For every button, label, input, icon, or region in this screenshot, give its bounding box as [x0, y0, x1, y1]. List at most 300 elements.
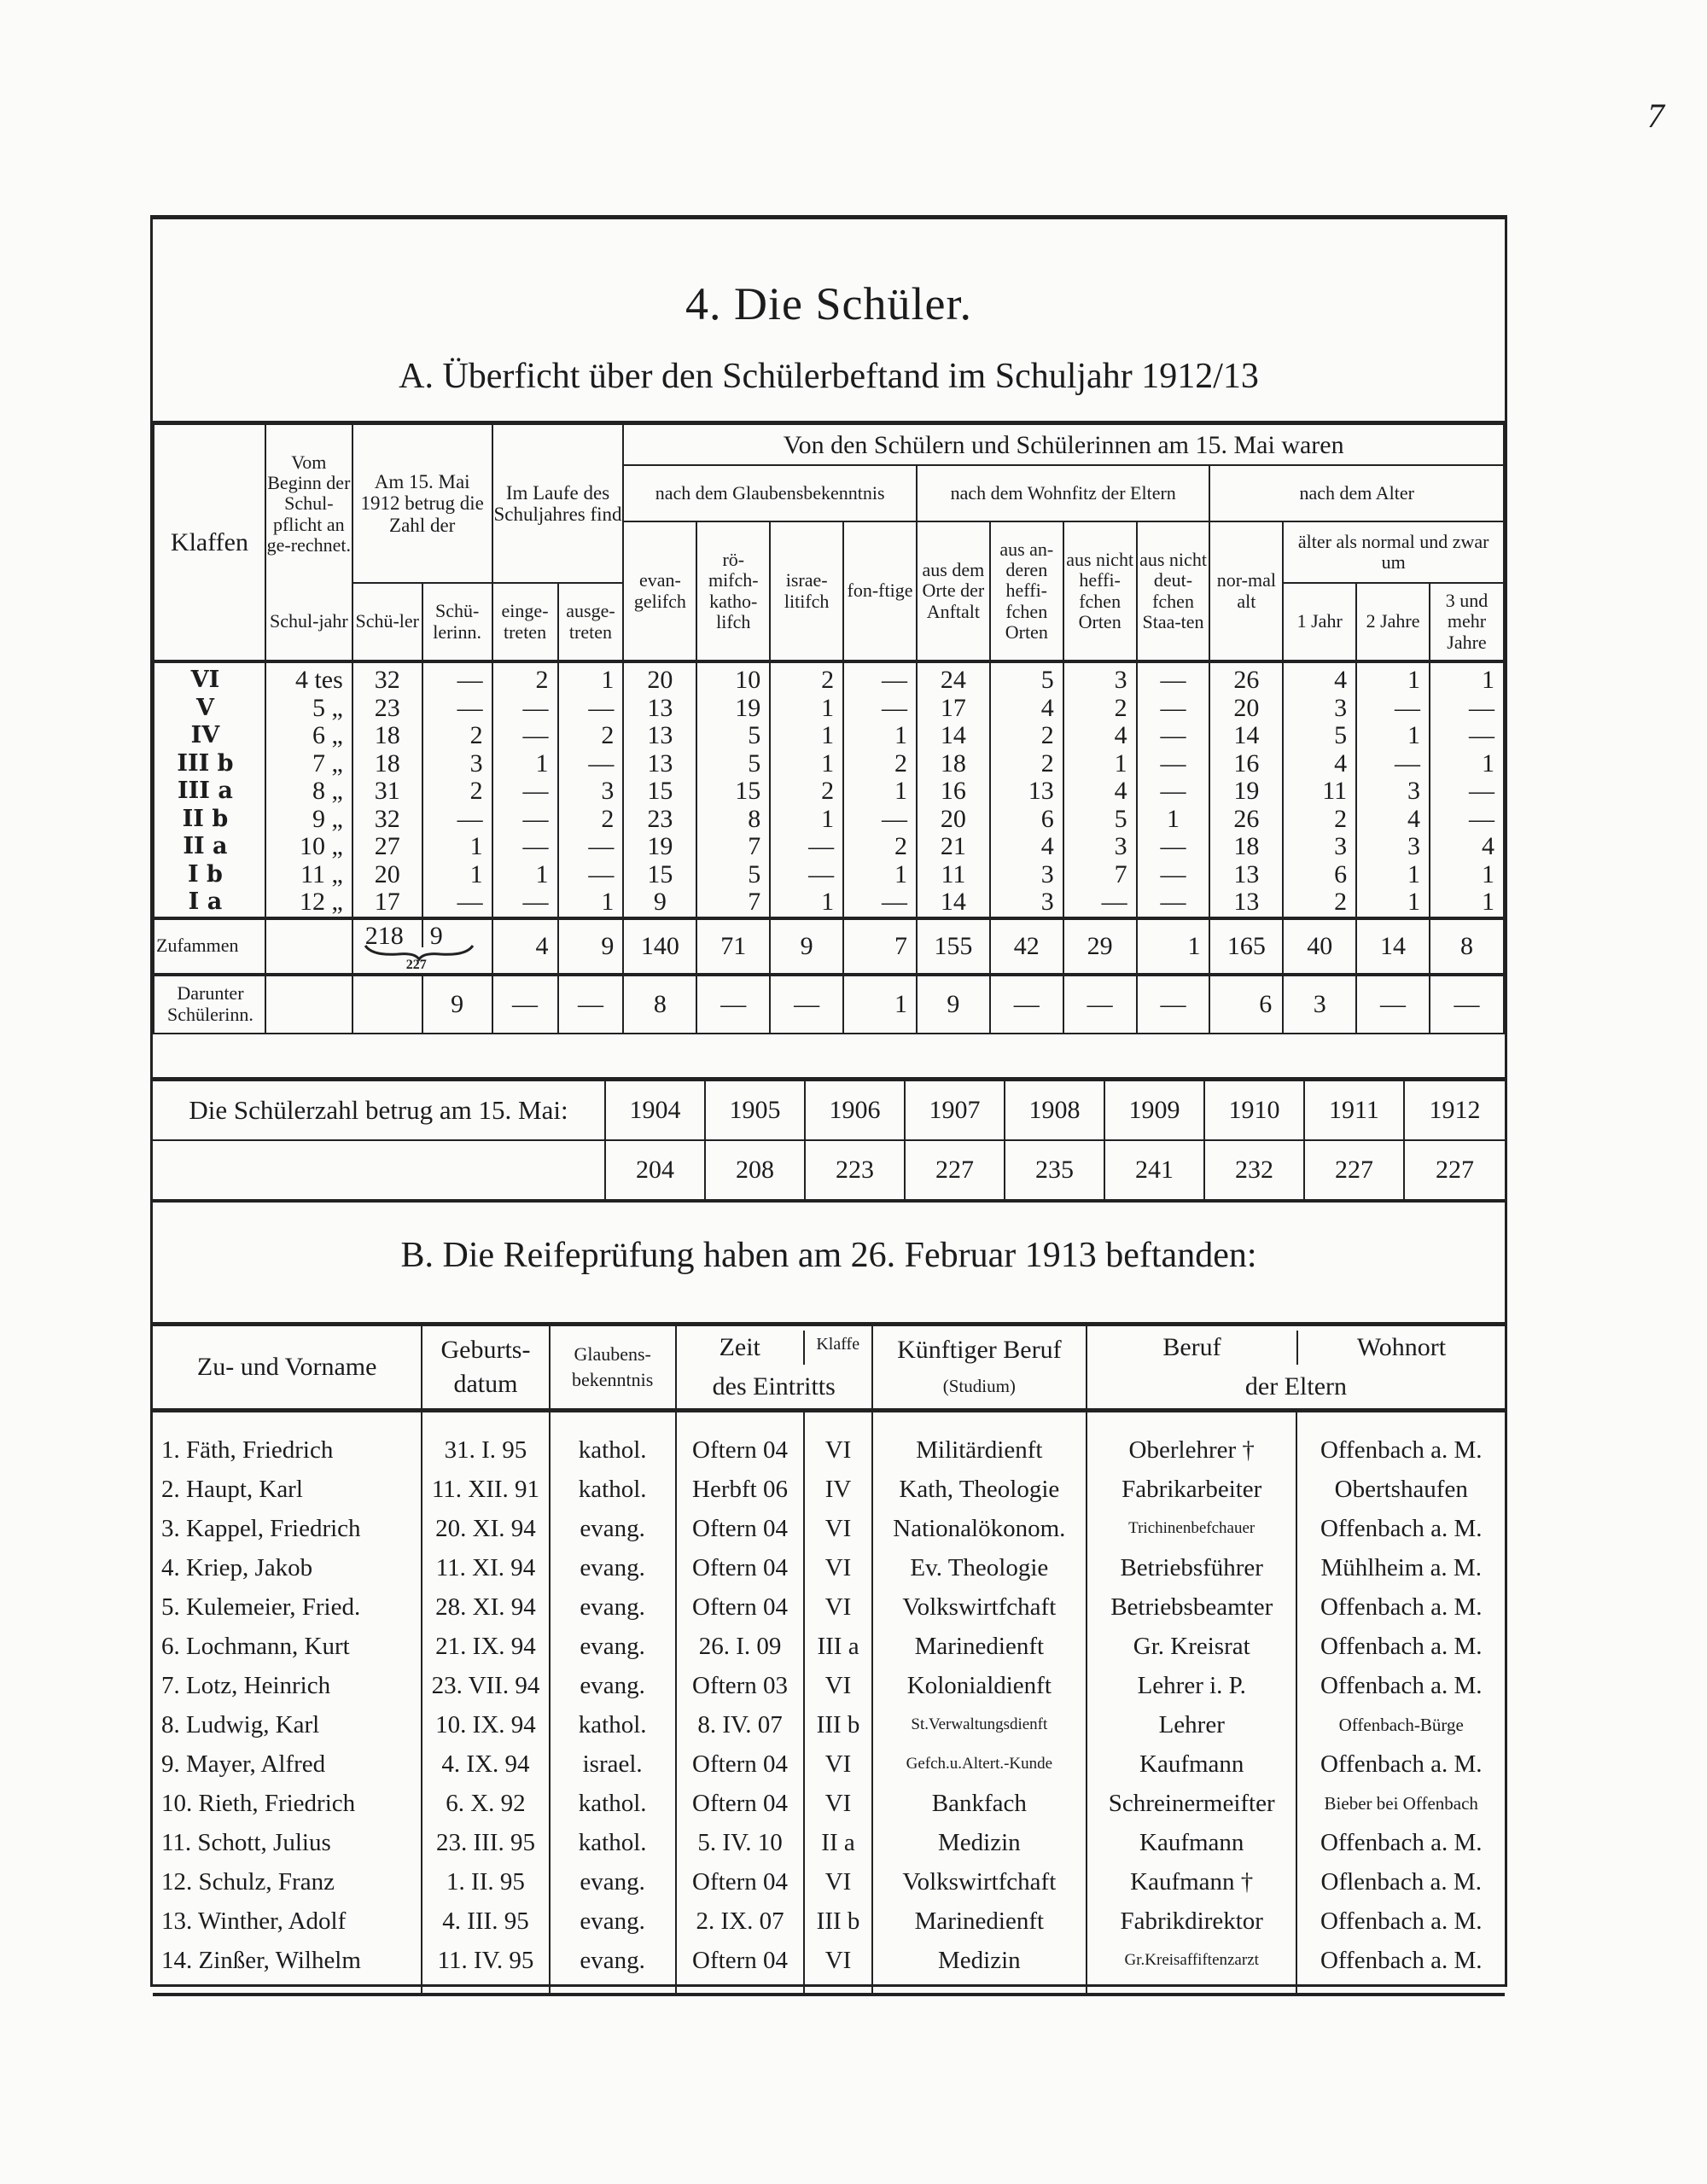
cell-glaubensbekenntnis: kathol.	[550, 1784, 676, 1823]
cell-schuelerinn: —	[457, 666, 483, 694]
cell-name: 8. Ludwig, Karl	[153, 1705, 422, 1744]
col-ein-jahr	[1284, 667, 1355, 917]
graduate-row	[153, 1902, 1505, 1941]
header-geburt-line1: Geburts-	[440, 1335, 531, 1364]
cell-roemisch: 5	[748, 721, 761, 749]
col-normal	[1210, 667, 1282, 917]
header-wohnort: Wohnort	[1296, 1331, 1505, 1365]
cell-kuenftiger-beruf: Ev. Theologie	[872, 1548, 1087, 1587]
darunter-evangelisch: 8	[623, 975, 696, 1034]
cell-eintritt-klasse: VI	[804, 1784, 871, 1823]
cell-eintritt-zeit: Oftern 04	[676, 1784, 805, 1823]
cell-israelitisch: 1	[821, 804, 835, 833]
cell-aus-nicht-hessisch: 2	[1114, 693, 1127, 722]
header-zeit: Zeit	[719, 1332, 760, 1361]
cell-eintritt-klasse: VI	[804, 1509, 871, 1548]
cell-ausgetreten: —	[588, 832, 615, 860]
cell-aus-hessisch: 5	[1040, 666, 1054, 694]
cell-ausgetreten: —	[588, 748, 615, 778]
cell-aus-nicht-deutsch: —	[1160, 859, 1186, 888]
cell-evangelisch: 20	[647, 666, 673, 694]
cell-schuelerinn: —	[457, 804, 483, 833]
cell-eingetreten: —	[522, 804, 549, 833]
col-sonstige	[844, 667, 916, 917]
cell-eintritt-zeit: Herbft 06	[676, 1470, 805, 1509]
title-block	[153, 219, 1505, 421]
cell-wohnort: Offenbach a. M.	[1296, 1509, 1505, 1548]
cell-ein-jahr: 3	[1334, 832, 1348, 860]
cell-aus-orte: 20	[940, 804, 966, 833]
cell-sonstige: —	[881, 693, 907, 722]
count-1907: 227	[905, 1140, 1005, 1201]
cell-glaubensbekenntnis: evang.	[550, 1509, 676, 1548]
zusammen-evangelisch: 140	[623, 918, 696, 975]
darunter-eingetreten: —	[492, 975, 558, 1034]
zusammen-label: Zufammen	[154, 918, 265, 975]
cell-normal: 26	[1233, 666, 1260, 694]
header-eltern	[1087, 1325, 1505, 1411]
class-data-rows	[154, 661, 1504, 918]
graduate-row	[153, 1411, 1505, 1471]
cell-eintritt-zeit: 2. IX. 07	[676, 1902, 805, 1941]
cell-eltern-beruf: Kaufmann †	[1087, 1862, 1297, 1902]
cell-zwei-jahre: 1	[1407, 888, 1420, 916]
history-blank	[153, 1140, 605, 1201]
darunter-aus-hessisch: —	[990, 975, 1063, 1034]
cell-wohnort: Bieber bei Offenbach	[1296, 1784, 1505, 1823]
cell-normal: 26	[1233, 804, 1260, 833]
cell-roemisch: 15	[735, 777, 761, 805]
col-aus-orte	[918, 667, 989, 917]
cell-kuenftiger-beruf: Medizin	[872, 1823, 1087, 1862]
cell-eintritt-klasse: III b	[804, 1705, 871, 1744]
cell-schuljahr: 11 „	[300, 859, 343, 888]
cell-evangelisch: 15	[647, 777, 673, 805]
cell-name: 11. Schott, Julius	[153, 1823, 422, 1862]
header-kuenftiger-beruf-line1: Künftiger Beruf	[897, 1335, 1062, 1364]
graduate-row	[153, 1941, 1505, 1995]
zusammen-aus-nicht-deutsch: 1	[1137, 918, 1210, 975]
graduate-row	[153, 1705, 1505, 1744]
col-drei-jahre	[1430, 667, 1503, 917]
graduate-row	[153, 1862, 1505, 1902]
count-1905: 208	[705, 1140, 805, 1201]
cell-aus-orte: 14	[940, 721, 966, 749]
cell-name: 6. Lochmann, Kurt	[153, 1627, 422, 1666]
cell-geburtsdatum: 4. III. 95	[422, 1902, 549, 1941]
cell-klassen: III a	[178, 778, 233, 804]
cell-ausgetreten: 2	[601, 721, 615, 749]
cell-wohnort: Mühlheim a. M.	[1296, 1548, 1505, 1587]
darunter-sonstige: 1	[843, 975, 917, 1034]
cell-schueler: 20	[374, 859, 400, 888]
cell-aus-nicht-deutsch: —	[1160, 693, 1186, 722]
year-1912: 1912	[1404, 1080, 1505, 1141]
cell-eintritt-zeit: Oftern 04	[676, 1862, 805, 1902]
cell-aus-orte: 17	[940, 693, 966, 722]
cell-aus-orte: 24	[940, 666, 966, 694]
cell-evangelisch: 9	[653, 888, 667, 916]
col-aus-nicht-hessisch	[1064, 667, 1136, 917]
darunter-aus-nicht-deutsch: —	[1137, 975, 1210, 1034]
cell-aus-hessisch: 4	[1040, 832, 1054, 860]
year-1904: 1904	[605, 1080, 705, 1141]
cell-schueler: 17	[374, 888, 400, 916]
cell-eintritt-zeit: Oftern 04	[676, 1941, 805, 1995]
header-klassen: Klaffen	[154, 423, 265, 662]
cell-glaubensbekenntnis: evang.	[550, 1902, 676, 1941]
cell-glaubensbekenntnis: kathol.	[550, 1705, 676, 1744]
cell-ausgetreten: 1	[601, 666, 615, 694]
graduate-row	[153, 1509, 1505, 1548]
header-eingetreten: einge-treten	[492, 583, 558, 661]
cell-glaubensbekenntnis: kathol.	[550, 1470, 676, 1509]
zusammen-ausgetreten: 9	[558, 918, 624, 975]
count-1911: 227	[1304, 1140, 1404, 1201]
cell-israelitisch: 1	[821, 721, 835, 749]
cell-aus-nicht-deutsch: —	[1160, 832, 1186, 860]
graduate-row	[153, 1627, 1505, 1666]
cell-aus-nicht-deutsch: 1	[1167, 804, 1180, 833]
col-zwei-jahre	[1357, 667, 1429, 917]
cell-normal: 13	[1233, 859, 1260, 888]
year-1906: 1906	[805, 1080, 905, 1141]
cell-normal: 13	[1233, 888, 1260, 916]
cell-name: 13. Winther, Adolf	[153, 1902, 422, 1941]
cell-kuenftiger-beruf: Medizin	[872, 1941, 1087, 1995]
cell-ein-jahr: 3	[1334, 693, 1348, 722]
header-im-laufe: Im Laufe des Schuljahres find	[492, 423, 624, 584]
cell-eltern-beruf: Fabrikarbeiter	[1087, 1470, 1297, 1509]
cell-aus-orte: 11	[941, 859, 966, 888]
col-schuljahr	[266, 667, 352, 917]
cell-israelitisch: 1	[821, 693, 835, 722]
cell-schueler: 32	[374, 804, 400, 833]
cell-drei-jahre: —	[1469, 721, 1494, 749]
cell-kuenftiger-beruf: Gefch.u.Altert.-Kunde	[872, 1744, 1087, 1784]
graduate-row	[153, 1666, 1505, 1705]
cell-eintritt-klasse: II a	[804, 1823, 871, 1862]
darunter-drei-jahre: —	[1430, 975, 1504, 1034]
cell-israelitisch: —	[808, 859, 835, 888]
header-schuljahr: Schul-jahr	[265, 583, 352, 661]
cell-wohnort: Offenbach-Bürge	[1296, 1705, 1505, 1744]
cell-eingetreten: —	[522, 832, 549, 860]
cell-wohnort: Offenbach a. M.	[1296, 1823, 1505, 1862]
header-roemisch: rö-mifch-katho-lifch	[696, 521, 770, 661]
zusammen-roemisch: 71	[696, 918, 770, 975]
cell-normal: 20	[1233, 693, 1260, 722]
cell-eintritt-klasse: VI	[804, 1666, 871, 1705]
year-1910: 1910	[1204, 1080, 1304, 1141]
header-eintritt	[676, 1325, 872, 1411]
cell-aus-hessisch: 2	[1040, 721, 1054, 749]
header-sonstige: fon-ftige	[843, 521, 917, 661]
cell-eingetreten: 1	[535, 748, 549, 778]
cell-schueler: 27	[374, 832, 400, 860]
cell-aus-nicht-hessisch: 5	[1114, 804, 1127, 833]
cell-eltern-beruf: Gr. Kreisrat	[1087, 1627, 1297, 1666]
darunter-aus-orte: 9	[917, 975, 990, 1034]
cell-roemisch: 5	[748, 748, 761, 778]
cell-aus-nicht-hessisch: 3	[1114, 666, 1127, 694]
cell-eintritt-klasse: VI	[804, 1862, 871, 1902]
col-schueler	[353, 667, 422, 917]
cell-kuenftiger-beruf: Militärdienft	[872, 1411, 1087, 1471]
cell-zwei-jahre: 3	[1407, 777, 1420, 805]
cell-geburtsdatum: 10. IX. 94	[422, 1705, 549, 1744]
cell-drei-jahre: 1	[1482, 859, 1494, 888]
cell-normal: 16	[1233, 748, 1260, 778]
header-israelitisch: israe-litifch	[770, 521, 843, 661]
cell-name: 1. Fäth, Friedrich	[153, 1411, 422, 1471]
col-ausgetreten	[559, 667, 623, 917]
cell-zwei-jahre: —	[1394, 693, 1420, 722]
darunter-schuelerinn: 9	[422, 975, 492, 1034]
cell-eintritt-klasse: III a	[804, 1627, 871, 1666]
cell-geburtsdatum: 1. II. 95	[422, 1862, 549, 1902]
cell-name: 4. Kriep, Jakob	[153, 1548, 422, 1587]
cell-ausgetreten: 1	[601, 888, 615, 916]
graduate-row	[153, 1470, 1505, 1509]
cell-drei-jahre: 1	[1482, 888, 1494, 916]
cell-evangelisch: 23	[647, 804, 673, 833]
header-glaube	[550, 1325, 676, 1411]
cell-zwei-jahre: 4	[1407, 804, 1420, 833]
cell-name: 9. Mayer, Alfred	[153, 1744, 422, 1784]
cell-eintritt-zeit: Oftern 04	[676, 1744, 805, 1784]
cell-glaubensbekenntnis: evang.	[550, 1627, 676, 1666]
header-evangelisch: evan-gelifch	[623, 521, 696, 661]
darunter-aus-nicht-hessisch: —	[1063, 975, 1137, 1034]
cell-aus-orte: 18	[940, 748, 966, 778]
history-counts-row	[153, 1140, 1505, 1201]
header-aelter: älter als normal und zwar um	[1283, 521, 1504, 583]
cell-kuenftiger-beruf: St.Verwaltungsdienft	[872, 1705, 1087, 1744]
zusammen-row	[154, 918, 1504, 975]
header-der-eltern: der Eltern	[1244, 1372, 1348, 1401]
col-israelitisch	[771, 667, 842, 917]
cell-aus-hessisch: 3	[1040, 888, 1054, 916]
cell-klassen: I b	[187, 860, 223, 888]
cell-klassen: III b	[177, 749, 234, 777]
cell-eltern-beruf: Kaufmann	[1087, 1744, 1297, 1784]
cell-israelitisch: 1	[821, 748, 835, 778]
cell-name: 2. Haupt, Karl	[153, 1470, 422, 1509]
count-1904: 204	[605, 1140, 705, 1201]
cell-zwei-jahre: 1	[1407, 721, 1420, 749]
zusammen-israelitisch: 9	[770, 918, 843, 975]
cell-name: 14. Zinßer, Wilhelm	[153, 1941, 422, 1995]
document-frame	[150, 215, 1507, 1987]
zusammen-eingetreten: 4	[492, 918, 558, 975]
cell-klassen: II b	[182, 805, 229, 832]
count-1909: 241	[1104, 1140, 1204, 1201]
header-klasse: Klaffe	[803, 1331, 871, 1365]
cell-drei-jahre: 4	[1482, 832, 1494, 860]
cell-evangelisch: 15	[647, 859, 673, 888]
cell-drei-jahre: 1	[1482, 666, 1494, 694]
cell-eltern-beruf: Fabrikdirektor	[1087, 1902, 1297, 1941]
cell-aus-nicht-deutsch: —	[1160, 666, 1186, 694]
header-des-eintritts: des Eintritts	[712, 1372, 836, 1401]
zusammen-drei-jahre: 8	[1430, 918, 1504, 975]
cell-ein-jahr: 6	[1334, 859, 1348, 888]
cell-eltern-beruf: Trichinenbefchauer	[1087, 1509, 1297, 1548]
count-1912: 227	[1404, 1140, 1505, 1201]
cell-aus-nicht-deutsch: —	[1160, 777, 1186, 805]
cell-schueler: 23	[374, 693, 400, 722]
history-table	[153, 1077, 1505, 1203]
cell-wohnort: Oflenbach a. M.	[1296, 1862, 1505, 1902]
cell-aus-hessisch: 2	[1040, 748, 1054, 778]
cell-wohnort: Offenbach a. M.	[1296, 1744, 1505, 1784]
cell-aus-nicht-hessisch: 1	[1114, 748, 1127, 778]
cell-glaubensbekenntnis: kathol.	[550, 1411, 676, 1471]
cell-roemisch: 5	[748, 859, 761, 888]
col-eingetreten	[493, 667, 557, 917]
cell-glaubensbekenntnis: evang.	[550, 1548, 676, 1587]
cell-aus-orte: 14	[940, 888, 966, 916]
header-ausgetreten: ausge-treten	[558, 583, 624, 661]
cell-geburtsdatum: 23. III. 95	[422, 1823, 549, 1862]
header-geburt	[422, 1325, 549, 1411]
cell-klassen: IV	[190, 722, 220, 748]
header-drei-jahre: 3 und mehr Jahre	[1430, 583, 1504, 661]
cell-kuenftiger-beruf: Kath, Theologie	[872, 1470, 1087, 1509]
graduate-row	[153, 1823, 1505, 1862]
header-aus-nicht-deutsch: aus nicht deut-fchen Staa-ten	[1137, 521, 1210, 661]
cell-ausgetreten: 2	[601, 804, 615, 833]
cell-evangelisch: 19	[647, 832, 673, 860]
zusammen-schuelerinn: 9	[429, 921, 443, 950]
cell-eintritt-zeit: Oftern 04	[676, 1411, 805, 1471]
header-normal: nor-mal alt	[1209, 521, 1283, 661]
cell-roemisch: 10	[735, 666, 761, 694]
header-glaube-line1: Glaubens-	[574, 1343, 651, 1366]
graduate-row	[153, 1548, 1505, 1587]
cell-sonstige: —	[881, 804, 907, 833]
cell-aus-nicht-deutsch: —	[1160, 888, 1186, 916]
cell-geburtsdatum: 28. XI. 94	[422, 1587, 549, 1627]
cell-eintritt-zeit: Oftern 04	[676, 1587, 805, 1627]
cell-eintritt-klasse: VI	[804, 1548, 871, 1587]
cell-schuelerinn: 3	[469, 748, 483, 778]
cell-aus-nicht-deutsch: —	[1160, 748, 1186, 778]
section-a-title: A. Überficht über den Schülerbeftand im Schuljahr 1912/13	[399, 357, 1259, 396]
cell-aus-hessisch: 13	[1028, 777, 1054, 805]
header-geburt-line2: datum	[453, 1370, 518, 1398]
cell-aus-nicht-hessisch: —	[1101, 888, 1127, 916]
graduates-table	[153, 1322, 1505, 1996]
zusammen-schueler: 218	[364, 921, 404, 950]
header-kuenftiger-beruf	[872, 1325, 1087, 1411]
darunter-israelitisch: —	[770, 975, 843, 1034]
year-1905: 1905	[705, 1080, 805, 1141]
cell-name: 7. Lotz, Heinrich	[153, 1666, 422, 1705]
cell-roemisch: 8	[748, 804, 761, 833]
cell-glaubensbekenntnis: evang.	[550, 1587, 676, 1627]
zusammen-total-brace	[352, 918, 492, 975]
cell-eltern-beruf: Gr.Kreisaffiftenzarzt	[1087, 1941, 1297, 1995]
header-aus-nicht-hessisch: aus nicht heffi-fchen Orten	[1063, 521, 1137, 661]
cell-geburtsdatum: 11. XII. 91	[422, 1470, 549, 1509]
cell-roemisch: 19	[735, 693, 761, 722]
page-number: 7	[1647, 96, 1664, 135]
cell-sonstige: 1	[894, 777, 907, 805]
darunter-roemisch: —	[696, 975, 770, 1034]
zusammen-sonstige: 7	[843, 918, 917, 975]
cell-schueler: 18	[374, 748, 400, 778]
cell-drei-jahre: —	[1469, 693, 1494, 722]
graduate-row	[153, 1744, 1505, 1784]
cell-eltern-beruf: Oberlehrer †	[1087, 1411, 1297, 1471]
cell-name: 3. Kappel, Friedrich	[153, 1509, 422, 1548]
col-klassen	[154, 667, 265, 917]
cell-geburtsdatum: 11. IV. 95	[422, 1941, 549, 1995]
header-vom-beginn: Vom Beginn der Schul-pflicht an ge-rechnet.	[265, 423, 352, 584]
cell-geburtsdatum: 11. XI. 94	[422, 1548, 549, 1587]
cell-eingetreten: —	[522, 721, 549, 749]
header-studium: (Studium)	[942, 1376, 1016, 1396]
cell-glaubensbekenntnis: evang.	[550, 1666, 676, 1705]
cell-drei-jahre: —	[1469, 777, 1494, 805]
cell-wohnort: Offenbach a. M.	[1296, 1941, 1505, 1995]
cell-schuljahr: 5 „	[312, 693, 343, 722]
cell-eintritt-zeit: Oftern 04	[676, 1548, 805, 1587]
count-1908: 235	[1005, 1140, 1104, 1201]
header-schuelerinn: Schü-lerinn.	[422, 583, 492, 661]
header-wohnsitz: nach dem Wohnfitz der Eltern	[917, 465, 1210, 521]
cell-kuenftiger-beruf: Marinedienft	[872, 1902, 1087, 1941]
col-roemisch	[697, 667, 769, 917]
cell-eltern-beruf: Kaufmann	[1087, 1823, 1297, 1862]
cell-glaubensbekenntnis: evang.	[550, 1941, 676, 1995]
cell-zwei-jahre: 1	[1407, 666, 1420, 694]
cell-eingetreten: 1	[535, 859, 549, 888]
cell-eintritt-zeit: 26. I. 09	[676, 1627, 805, 1666]
cell-zwei-jahre: —	[1394, 748, 1420, 778]
cell-kuenftiger-beruf: Volkswirtfchaft	[872, 1862, 1087, 1902]
cell-ein-jahr: 2	[1334, 888, 1348, 916]
cell-normal: 19	[1233, 777, 1260, 805]
zusammen-ein-jahr: 40	[1283, 918, 1356, 975]
col-aus-nicht-deutsch	[1138, 667, 1209, 917]
cell-eltern-beruf: Lehrer	[1087, 1705, 1297, 1744]
page-title: 4. Die Schüler.	[685, 278, 972, 329]
zusammen-aus-nicht-hessisch: 29	[1063, 918, 1137, 975]
year-1907: 1907	[905, 1080, 1005, 1141]
cell-wohnort: Obertshaufen	[1296, 1470, 1505, 1509]
darunter-schuljahr-empty	[265, 975, 352, 1034]
cell-eingetreten: —	[522, 777, 549, 805]
cell-klassen: V	[195, 694, 214, 721]
year-1909: 1909	[1104, 1080, 1204, 1141]
cell-klassen: VI	[190, 667, 220, 693]
history-label: Die Schülerzahl betrug am 15. Mai:	[153, 1080, 605, 1141]
cell-eltern-beruf: Lehrer i. P.	[1087, 1666, 1297, 1705]
cell-israelitisch: —	[808, 832, 835, 860]
cell-aus-nicht-hessisch: 3	[1114, 832, 1127, 860]
header-eltern-beruf: Beruf	[1162, 1332, 1221, 1361]
cell-roemisch: 7	[748, 832, 761, 860]
year-1911: 1911	[1304, 1080, 1404, 1141]
cell-aus-hessisch: 3	[1040, 859, 1054, 888]
darunter-label: Darunter Schülerinn.	[154, 975, 265, 1034]
header-glaubens: nach dem Glaubensbekenntnis	[623, 465, 917, 521]
cell-roemisch: 7	[748, 888, 761, 916]
cell-schuelerinn: —	[457, 888, 483, 916]
